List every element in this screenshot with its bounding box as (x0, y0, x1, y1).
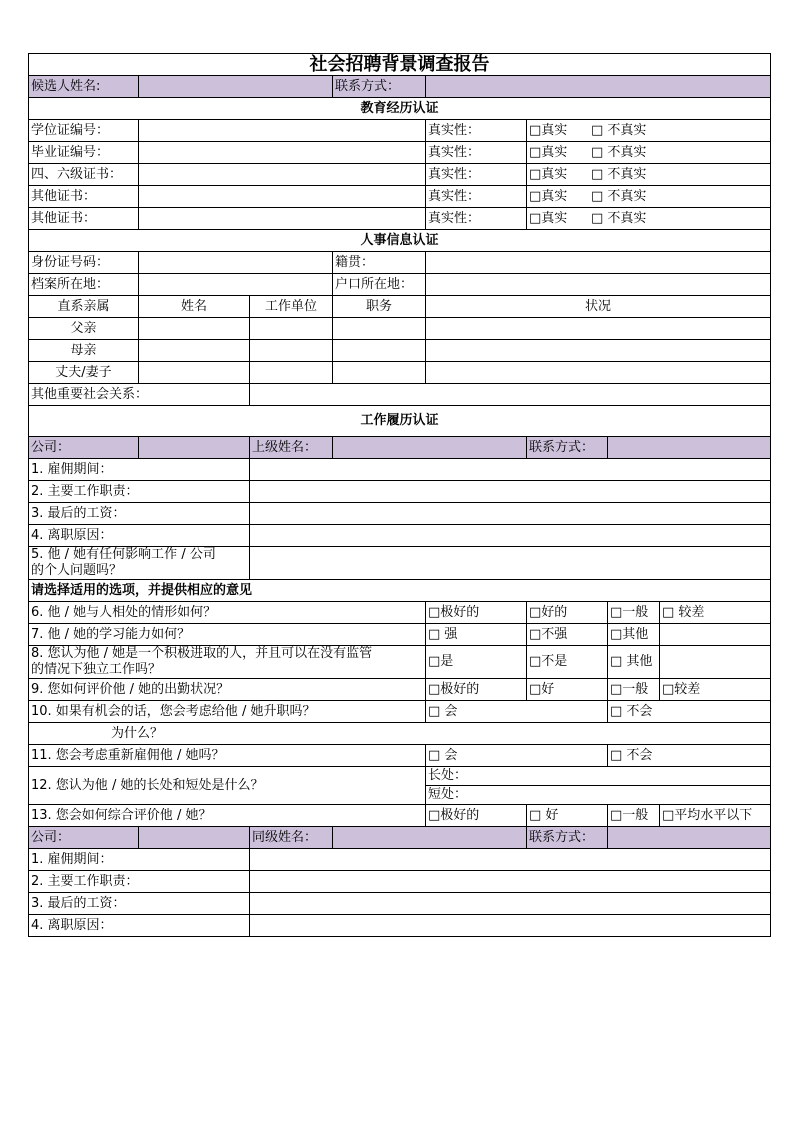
authenticity-options[interactable] (527, 164, 771, 186)
q10-why-field[interactable]: 为什么？ (29, 723, 771, 745)
q8-opt-yes[interactable]: □是 (426, 646, 527, 679)
q6-opt-poor[interactable]: □ 较差 (660, 602, 771, 624)
relative-name-field[interactable] (139, 318, 250, 340)
background-check-form (28, 53, 771, 937)
q13-text: 13. 您会如何综合评价他 / 她？ (29, 805, 426, 827)
personnel-section-header: 人事信息认证 (29, 230, 771, 252)
native-place-label: 籍贯： (333, 252, 426, 274)
candidate-name-field[interactable] (139, 76, 333, 98)
q8-text: 8. 您认为他 / 她是一个积极进取的人，并且可以在没有监管 的情况下独立工作吗？ (29, 646, 426, 679)
q13-opt-below-average[interactable]: □平均水平以下 (660, 805, 771, 827)
position-col-header: 职务 (333, 296, 426, 318)
leave-reason-label: 4. 离职原因： (29, 915, 250, 937)
main-duties-label: 2. 主要工作职责： (29, 871, 250, 893)
q10-opt-no[interactable]: □ 不会 (608, 701, 771, 723)
leave-reason-field[interactable] (250, 915, 771, 937)
education-value-field[interactable] (139, 208, 426, 230)
employer-col-header: 工作单位 (250, 296, 333, 318)
authenticity-label: 真实性： (426, 164, 527, 186)
q6-opt-excellent[interactable]: □极好的 (426, 602, 527, 624)
peer-name-field[interactable] (333, 827, 527, 849)
opt-true-checkbox[interactable]: □真实 (529, 188, 568, 204)
q11-opt-yes[interactable]: □ 会 (426, 745, 608, 767)
leave-reason-label: 4. 离职原因： (29, 525, 250, 547)
main-duties-field[interactable] (250, 871, 771, 893)
q11-text: 11. 您会考虑重新雇佣他 / 她吗？ (29, 745, 426, 767)
authenticity-label: 真实性： (426, 208, 527, 230)
q9-text: 9. 您如何评价他 / 她的出勤状况？ (29, 679, 426, 701)
relative-employer-field[interactable] (250, 340, 333, 362)
work-contact-field[interactable] (608, 827, 771, 849)
company-field[interactable] (139, 437, 250, 459)
leave-reason-field[interactable] (250, 525, 771, 547)
archive-location-label: 档案所在地： (29, 274, 139, 296)
relative-status-field[interactable] (426, 362, 771, 384)
authenticity-label: 真实性： (426, 120, 527, 142)
q7-opt-not-strong[interactable]: □不强 (527, 624, 608, 646)
authenticity-label: 真实性： (426, 186, 527, 208)
employment-period-field[interactable] (250, 459, 771, 481)
other-relations-label: 其他重要社会关系： (29, 384, 250, 406)
work-contact-label: 联系方式： (527, 437, 608, 459)
authenticity-label: 真实性： (426, 142, 527, 164)
q13-opt-average[interactable]: □一般 (608, 805, 660, 827)
q8-opt-no[interactable]: □不是 (527, 646, 608, 679)
peer-name-label: 同级姓名： (250, 827, 333, 849)
q13-opt-excellent[interactable]: □极好的 (426, 805, 527, 827)
q8-blank (660, 646, 771, 679)
main-duties-label: 2. 主要工作职责： (29, 481, 250, 503)
employment-period-label: 1. 雇佣期间： (29, 459, 250, 481)
education-label: 其他证书： (29, 186, 139, 208)
name-col-header: 姓名 (139, 296, 250, 318)
q13-opt-good[interactable]: □ 好 (527, 805, 608, 827)
authenticity-options[interactable] (527, 208, 771, 230)
education-label: 学位证编号： (29, 120, 139, 142)
personal-issues-field[interactable] (250, 547, 771, 580)
education-value-field[interactable] (139, 120, 426, 142)
education-value-field[interactable] (139, 142, 426, 164)
employment-period-label: 1. 雇佣期间： (29, 849, 250, 871)
q9-opt-poor[interactable]: □较差 (660, 679, 771, 701)
q7-opt-other[interactable]: □其他 (608, 624, 660, 646)
education-label: 四、六级证书： (29, 164, 139, 186)
education-value-field[interactable] (139, 164, 426, 186)
personal-issues-label: 5. 他 / 她有任何影响工作 / 公司 的个人问题吗？ (29, 547, 250, 580)
q9-opt-average[interactable]: □一般 (608, 679, 660, 701)
relative-name-field[interactable] (139, 340, 250, 362)
opt-false-checkbox[interactable]: □ 不真实 (591, 210, 647, 226)
relative-position-field[interactable] (333, 362, 426, 384)
education-label: 其他证书： (29, 208, 139, 230)
relative-father-label: 父亲 (29, 318, 139, 340)
employment-period-field[interactable] (250, 849, 771, 871)
q10-opt-yes[interactable]: □ 会 (426, 701, 608, 723)
candidate-contact-field[interactable] (426, 76, 771, 98)
company-label: 公司： (29, 437, 139, 459)
opt-true-checkbox[interactable]: □真实 (529, 122, 568, 138)
company-label: 公司： (29, 827, 139, 849)
q12-weakness-field[interactable]: 短处： (426, 786, 771, 805)
id-number-field[interactable] (139, 252, 333, 274)
opt-false-checkbox[interactable]: □ 不真实 (591, 166, 647, 182)
relative-status-field[interactable] (426, 340, 771, 362)
last-salary-label: 3. 最后的工资： (29, 893, 250, 915)
opt-true-checkbox[interactable]: □真实 (529, 210, 568, 226)
q7-blank (660, 624, 771, 646)
last-salary-field[interactable] (250, 503, 771, 525)
hukou-location-label: 户口所在地： (333, 274, 426, 296)
work-contact-field[interactable] (608, 437, 771, 459)
q7-text: 7. 他 / 她的学习能力如何？ (29, 624, 426, 646)
relative-name-field[interactable] (139, 362, 250, 384)
status-col-header: 状况 (426, 296, 771, 318)
relative-position-field[interactable] (333, 340, 426, 362)
q7-opt-strong[interactable]: □ 强 (426, 624, 527, 646)
native-place-field[interactable] (426, 252, 771, 274)
q9-opt-excellent[interactable]: □极好的 (426, 679, 527, 701)
q12-text: 12. 您认为他 / 她的长处和短处是什么？ (29, 767, 426, 805)
relative-status-field[interactable] (426, 318, 771, 340)
opt-false-checkbox[interactable]: □ 不真实 (591, 144, 647, 160)
education-section-header: 教育经历认证 (29, 98, 771, 120)
id-number-label: 身份证号码： (29, 252, 139, 274)
opt-true-checkbox[interactable]: □真实 (529, 144, 568, 160)
relative-employer-field[interactable] (250, 318, 333, 340)
opt-true-checkbox[interactable]: □真实 (529, 166, 568, 182)
archive-location-field[interactable] (139, 274, 333, 296)
other-relations-field[interactable] (250, 384, 771, 406)
q11-opt-no[interactable]: □ 不会 (608, 745, 771, 767)
last-salary-field[interactable] (250, 893, 771, 915)
education-value-field[interactable] (139, 186, 426, 208)
authenticity-options[interactable] (527, 120, 771, 142)
work-section-header: 工作履历认证 (29, 406, 771, 437)
opt-false-checkbox[interactable]: □ 不真实 (591, 188, 647, 204)
report-title: 社会招聘背景调查报告 (29, 54, 771, 76)
candidate-name-label: 候选人姓名: (29, 76, 139, 98)
q10-text: 10. 如果有机会的话，您会考虑给他 / 她升职吗？ (29, 701, 426, 723)
superior-name-field[interactable] (333, 437, 527, 459)
work-contact-label: 联系方式： (527, 827, 608, 849)
authenticity-options[interactable] (527, 186, 771, 208)
relative-employer-field[interactable] (250, 362, 333, 384)
relatives-col-header: 直系亲属 (29, 296, 139, 318)
candidate-contact-label: 联系方式： (333, 76, 426, 98)
q6-opt-good[interactable]: □好的 (527, 602, 608, 624)
main-duties-field[interactable] (250, 481, 771, 503)
education-label: 毕业证编号： (29, 142, 139, 164)
relative-mother-label: 母亲 (29, 340, 139, 362)
company-field[interactable] (139, 827, 250, 849)
relative-spouse-label: 丈夫/妻子 (29, 362, 139, 384)
q9-opt-good[interactable]: □好 (527, 679, 608, 701)
q6-text: 6. 他 / 她与人相处的情形如何？ (29, 602, 426, 624)
authenticity-options[interactable] (527, 142, 771, 164)
superior-name-label: 上级姓名： (250, 437, 333, 459)
q12-strength-field[interactable]: 长处： (426, 767, 771, 786)
q6-opt-average[interactable]: □一般 (608, 602, 660, 624)
relative-position-field[interactable] (333, 318, 426, 340)
q8-opt-other[interactable]: □ 其他 (608, 646, 660, 679)
opt-false-checkbox[interactable]: □ 不真实 (591, 122, 647, 138)
last-salary-label: 3. 最后的工资： (29, 503, 250, 525)
questions-header: 请选择适用的选项，并提供相应的意见 (29, 580, 771, 602)
hukou-location-field[interactable] (426, 274, 771, 296)
